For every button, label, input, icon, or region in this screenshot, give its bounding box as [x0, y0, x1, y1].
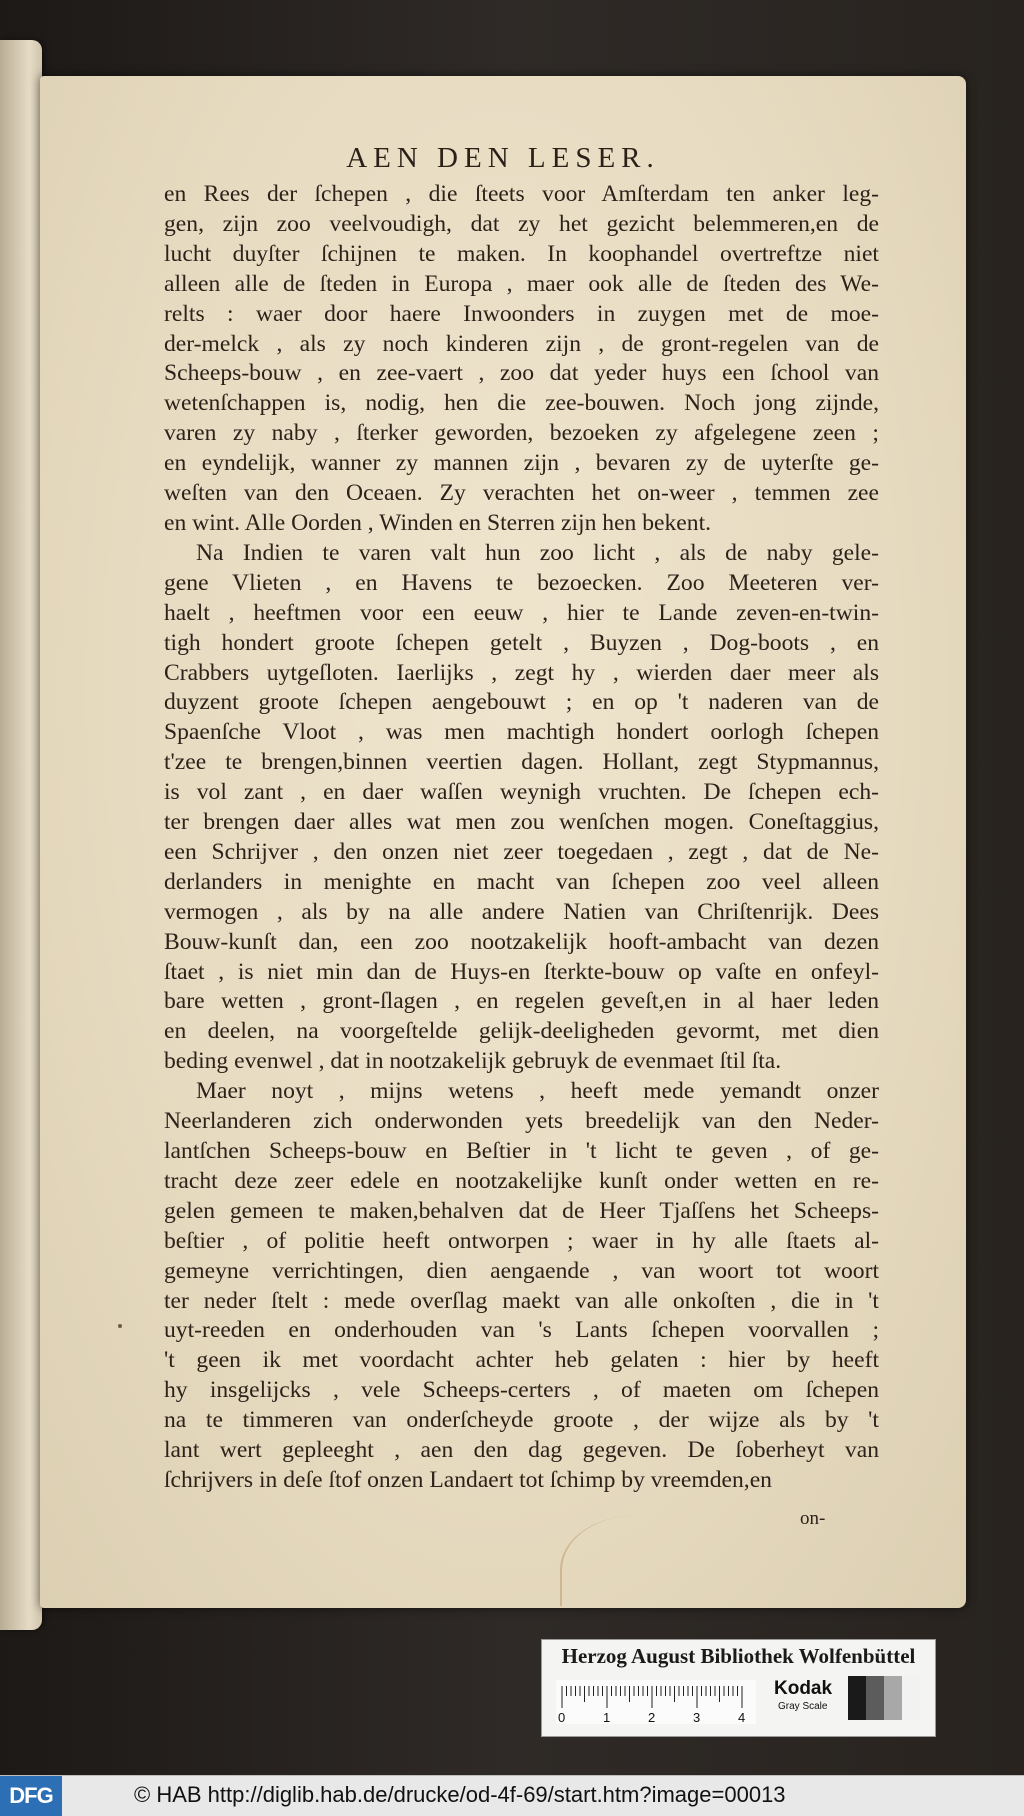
text-line: en deelen, na voorgeſtelde gelijk-deeligheden gevormt, met dien	[164, 1018, 879, 1045]
catchword: on-	[800, 1508, 826, 1529]
body-text	[164, 180, 879, 1496]
text-line: Bouw-kunſt dan, een zoo nootzakelijk hooft-ambacht van dezen	[164, 928, 879, 955]
scale-ruler	[556, 1680, 756, 1724]
text-line: ter brengen daer alles wat men zou wenſchen mogen. Coneſtaggius,	[164, 809, 879, 836]
text-line: na te timmeren van onderſcheyde groote , der wijze als by 't	[164, 1407, 879, 1434]
text-line: ſtaet , is niet min dan de Huys-en ſterkte-bouw op vaſte en onfeyl-	[164, 958, 879, 985]
text-line: vermogen , als by na alle andere Natien van Chriſtenrijk. Dees	[164, 898, 879, 925]
gray-patch	[848, 1676, 866, 1720]
copyright-link[interactable]: © HAB http://diglib.hab.de/drucke/od-4f-69/start.htm?image=00013	[134, 1782, 786, 1807]
paper-stain	[560, 1516, 682, 1606]
kodak-logo: Kodak	[774, 1678, 833, 1699]
text-line: tigh hondert groote ſchepen getelt , Buyzen , Dog-boots , en	[164, 629, 879, 656]
running-header: AEN DEN LESER.	[346, 142, 660, 174]
text-line: Spaenſche Vloot , was men machtigh hondert oorlogh ſchepen	[164, 719, 879, 746]
footer-bar	[0, 1775, 1024, 1816]
text-line: en wint. Alle Oorden , Winden en Sterren zijn hen bekent.	[164, 509, 712, 536]
text-line: duyzent groote ſchepen aengebouwt ; en op 't naderen van de	[164, 689, 879, 716]
text-line: weſten van den Oceaen. Zy verachten het on-weer , temmen zee	[164, 480, 879, 507]
text-line: 't geen ik met voordacht achter heb gelaten : hier by heeft	[164, 1347, 879, 1374]
ruler-label: 2	[648, 1710, 656, 1724]
text-line: gemeyne verrichtingen, dien aengaende , van woort tot woort	[164, 1257, 879, 1284]
gray-patches	[848, 1676, 920, 1720]
text-line: Maer noyt , mijns wetens , heeft mede yemandt onzer	[196, 1078, 879, 1105]
text-line: t'zee te brengen,binnen veertien dagen. Hollant, zegt Stypmannus,	[164, 749, 879, 776]
text-line: Na Indien te varen valt hun zoo licht , als de naby gele-	[196, 539, 879, 566]
ruler-label: 0	[558, 1710, 566, 1724]
text-line: relts : waer door haere Inwoonders in zuygen met de moe-	[164, 300, 879, 327]
ruler-label: 4	[738, 1710, 746, 1724]
book-page	[40, 76, 966, 1608]
text-line: gene Vlieten , en Havens te bezoecken. Zoo Meeteren ver-	[164, 569, 879, 596]
previous-page-edge	[0, 40, 42, 1630]
text-line: Crabbers uytgeſloten. Iaerlijks , zegt hy , wierden daer meer als	[164, 659, 879, 686]
ruler-label: 1	[603, 1710, 611, 1724]
gray-patch	[866, 1676, 884, 1720]
text-line: bare wetten , gront-ſlagen , en regelen geveſt,en in al haer leden	[164, 988, 879, 1015]
text-line: ter neder ſtelt : mede overſlag maekt van alle onkoſten , die in 't	[164, 1287, 879, 1314]
text-line: tracht deze zeer edele en nootzakelijke kunſt onder wetten en re-	[164, 1167, 879, 1194]
text-line: lucht duyſter ſchijnen te maken. In koophandel overtreftze niet	[164, 240, 879, 267]
text-line: een Schrijver , den onzen niet zeer toegedaen , zegt , dat de Ne-	[164, 838, 879, 865]
text-line: lant wert gepleeght , aen den dag gegeven. De ſoberheyt van	[164, 1437, 879, 1464]
text-line: gen, zijn zoo veelvoudigh, dat zy het gezicht belemmeren,en de	[164, 210, 879, 237]
text-line: varen zy naby , ſterker geworden, bezoeken zy afgelegene zeen ;	[164, 420, 879, 447]
text-line: der-melck , als zy noch kinderen zijn , de gront-regelen van de	[164, 330, 879, 357]
gray-patch	[884, 1676, 902, 1720]
text-line: en Rees der ſchepen , die ſteets voor Amſterdam ten anker leg-	[164, 181, 879, 207]
text-line: gelen gemeen te maken,behalven dat de Heer Tjaſſens het Scheeps-	[164, 1197, 879, 1224]
text-line: en eyndelijk, wanner zy mannen zijn , bevaren zy de uyterſte ge-	[164, 450, 879, 477]
ruler-label: 3	[693, 1710, 701, 1724]
text-line: hy insgelijcks , vele Scheeps-certers , of maeten om ſchepen	[164, 1377, 879, 1404]
text-line: lantſchen Scheeps-bouw en Beſtier in 't licht te geven , of ge-	[164, 1138, 879, 1164]
text-line: haelt , heeftmen voor een eeuw , hier te Lande zeven-en-twin-	[164, 599, 879, 626]
gray-patch	[902, 1676, 920, 1720]
text-line: is vol zant , en daer waſſen weynigh vruchten. De ſchepen ech-	[164, 779, 879, 806]
text-line: alleen alle de ſteden in Europa , maer ook alle de ſteden des We-	[164, 270, 879, 297]
text-line: uyt-reeden en onderhouden van 's Lants ſchepen voorvallen ;	[164, 1317, 879, 1344]
color-calibration-card	[541, 1639, 936, 1737]
text-line: wetenſchappen is, nodig, hen die zee-bouwen. Noch jong zijnde,	[164, 390, 879, 417]
ink-dot	[118, 1324, 122, 1328]
text-line: Scheeps-bouw , en zee-vaert , zoo dat yeder huys een ſchool van	[164, 360, 879, 387]
text-line: beſtier , of politie heeft ontworpen ; waer in hy alle ſtaets al-	[164, 1227, 879, 1254]
text-line: derlanders in menighte en macht van ſchepen zoo veel alleen	[164, 868, 879, 895]
text-line: Neerlanderen zich onderwonden yets breedelijk van den Neder-	[164, 1108, 879, 1135]
text-line: beding evenwel , dat in nootzakelijk gebruyk de evenmaet ſtil ſta.	[164, 1048, 782, 1075]
text-line: ſchrijvers in deſe ſtof onzen Landaert tot ſchimp by vreemden,en	[164, 1466, 772, 1493]
dfg-logo[interactable]: DFG	[0, 1776, 62, 1816]
library-name: Herzog August Bibliothek Wolfenbüttel	[561, 1644, 916, 1668]
gray-scale-label: Gray Scale	[778, 1701, 828, 1712]
